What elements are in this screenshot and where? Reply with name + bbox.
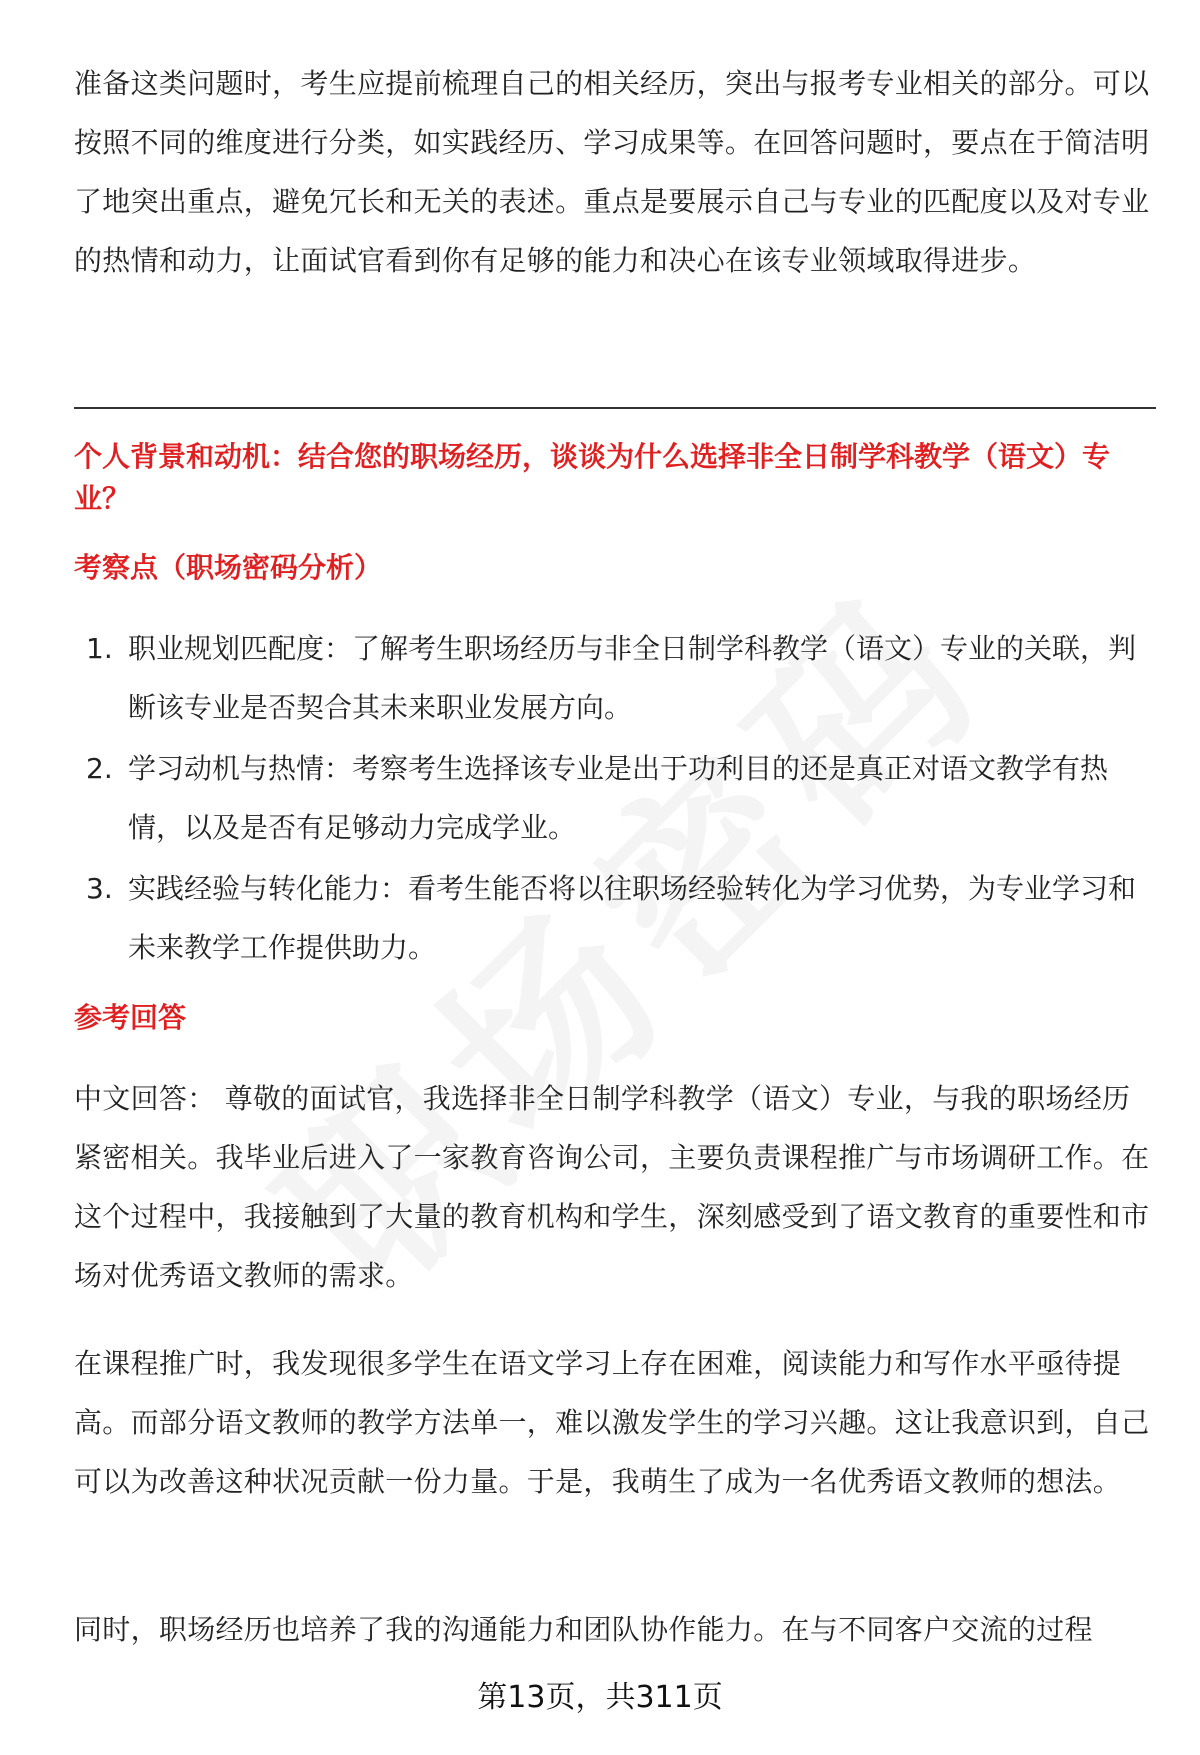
list-item-number: 2. [86,752,113,785]
analysis-heading: 考察点（职场密码分析） [74,551,383,584]
intro-paragraph: 准备这类问题时，考生应提前梳理自己的相关经历，突出与报考专业相关的部分。可以按照不同的维度进行分类，如实践经历、学习成果等。在回答问题时，要点在于简洁明了地突出重点，避免冗长和无关的表述。重点是要展示自己与专业的匹配度以及对专业的热情和动力，让面试官看到你有足够的能力和决心在该专业领域取得进步。 [74,67,1150,277]
section-divider [74,407,1156,409]
analysis-list [74,619,1156,979]
list-item-text: 学习动机与热情：考察考生选择该专业是出于功利目的还是真正对语文教学有热情，以及是否有足够动力完成学业。 [128,752,1109,844]
list-item-text: 职业规划匹配度：了解考生职场经历与非全日制学科教学（语文）专业的关联，判断该专业是否契合其未来职业发展方向。 [128,632,1137,724]
question-title: 个人背景和动机：结合您的职场经历，谈谈为什么选择非全日制学科教学（语文）专业？ [74,440,1111,515]
list-item [74,739,1156,857]
list-item-number: 1. [86,632,113,665]
answer-heading: 参考回答 [74,1001,187,1034]
list-item [74,619,1156,737]
list-item-text: 实践经验与转化能力：看考生能否将以往职场经验转化为学习优势，为专业学习和未来教学工作提供助力。 [128,872,1137,964]
answer-paragraph-2: 在课程推广时，我发现很多学生在语文学习上存在困难，阅读能力和写作水平亟待提高。而部分语文教师的教学方法单一，难以激发学生的学习兴趣。这让我意识到，自己可以为改善这种状况贡献一份力量。于是，我萌生了成为一名优秀语文教师的想法。 [74,1347,1150,1498]
answer-paragraph-1: 中文回答： 尊敬的面试官，我选择非全日制学科教学（语文）专业，与我的职场经历紧密相关。我毕业后进入了一家教育咨询公司，主要负责课程推广与市场调研工作。在这个过程中，我接触到了大量的教育机构和学生，深刻感受到了语文教育的重要性和市场对优秀语文教师的需求。 [74,1082,1150,1292]
list-item-number: 3. [86,872,113,905]
page-footer: 第13页，共311页 [477,1680,723,1715]
answer-paragraph-3: 同时，职场经历也培养了我的沟通能力和团队协作能力。在与不同客户交流的过程 [74,1613,1093,1646]
list-item [74,859,1156,977]
